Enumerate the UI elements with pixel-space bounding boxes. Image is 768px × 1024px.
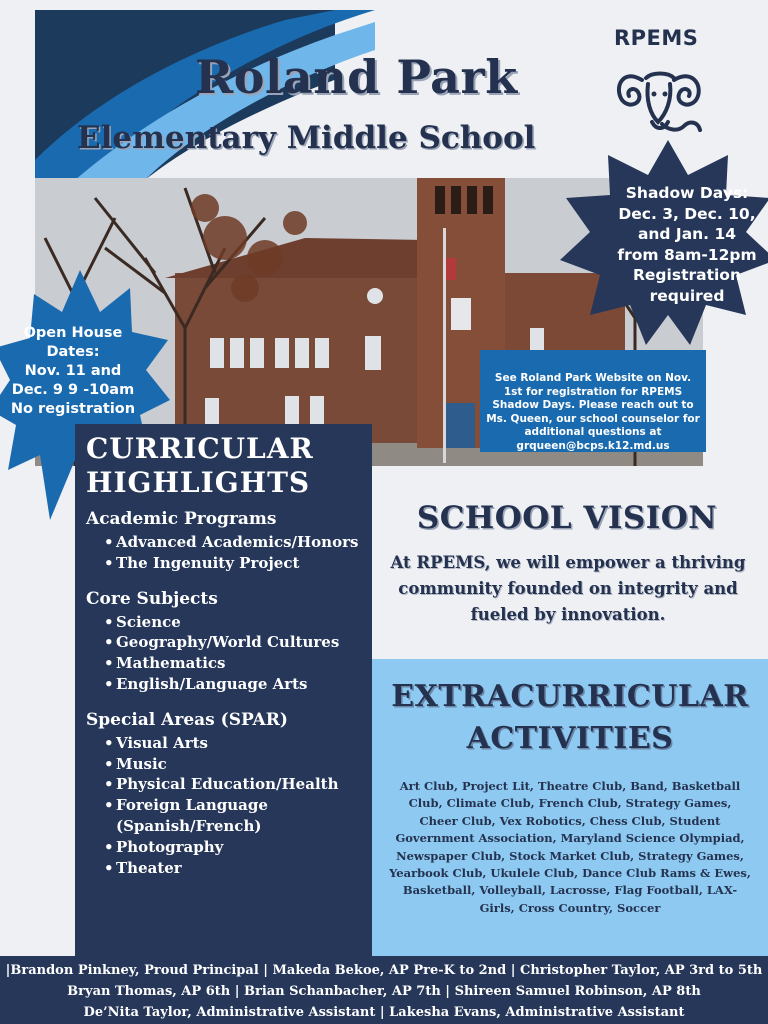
list-item: • Music <box>104 754 372 775</box>
list-item: • Theater <box>104 858 372 879</box>
vision-statement: At RPEMS, we will empower a thriving community founded on integrity and fueled by innovation. <box>390 553 746 624</box>
curricular-title-line: CURRICULAR <box>86 432 314 465</box>
extracurricular-title-line: EXTRACURRICULAR <box>391 679 749 714</box>
core-subjects-list <box>86 612 372 695</box>
list-item: • Visual Arts <box>104 733 372 754</box>
list-item: • Science <box>104 612 372 633</box>
open-house-line: Dec. 9 9 -10am <box>11 382 135 398</box>
page-title: Roland Park <box>195 50 518 104</box>
curricular-highlights-panel <box>75 424 372 956</box>
curricular-title-line: HIGHLIGHTS <box>86 466 311 499</box>
open-house-line: Nov. 11 and <box>24 363 122 379</box>
special-areas-list <box>86 733 372 879</box>
section-heading-core: Core Subjects <box>86 588 218 609</box>
list-item: • Advanced Academics/Honors <box>104 532 372 553</box>
extracurricular-title <box>372 676 768 760</box>
logo-text: RPEMS <box>614 26 699 50</box>
open-house-line: No registration <box>10 401 136 417</box>
staff-line: De’Nita Taylor, Administrative Assistant | Lakesha Evans, Administrative Assistant <box>83 1005 685 1020</box>
academic-programs-list <box>86 532 372 574</box>
list-item: • Foreign Language (Spanish/French) <box>104 795 372 837</box>
shadow-days-line: from 8am-12pm <box>617 245 757 264</box>
section-heading-spar: Special Areas (SPAR) <box>86 709 288 730</box>
list-item: • Physical Education/Health <box>104 774 372 795</box>
shadow-days-line: required <box>649 286 725 305</box>
open-house-line: Open House <box>23 325 123 341</box>
extracurricular-title-line: ACTIVITIES <box>466 721 674 756</box>
curricular-title <box>86 432 372 500</box>
list-item: • Geography/World Cultures <box>104 632 372 653</box>
staff-footer <box>0 956 768 1024</box>
list-item: • The Ingenuity Project <box>104 553 372 574</box>
list-item: • Mathematics <box>104 653 372 674</box>
section-heading-academic: Academic Programs <box>86 509 277 529</box>
list-item: • English/Language Arts <box>104 674 372 695</box>
staff-line: Bryan Thomas, AP 6th | Brian Schanbacher, AP 7th | Shireen Samuel Robinson, AP 8th <box>67 984 701 999</box>
staff-line: |Brandon Pinkney, Proud Principal | Makeda Bekoe, AP Pre-K to 2nd | Christopher Taylor, AP 3rd to 5th <box>5 963 763 978</box>
registration-info-box: See Roland Park Website on Nov. 1st for registration for RPEMS Shadow Days. Please reach out to Ms. Queen, our school counselor for additional questions at grqueen@bcps.k12.md.us <box>480 350 706 452</box>
shadow-days-line: and Jan. 14 <box>637 225 737 243</box>
ram-mascot-icon <box>612 50 708 136</box>
open-house-line: Dates: <box>46 344 100 360</box>
shadow-days-line: Shadow Days: <box>625 184 749 202</box>
extracurricular-list: Art Club, Project Lit, Theatre Club, Band, Basketball Club, Climate Club, French Club, Strategy Games, Cheer Club, Vex Robotics, Chess Club, Student Government Association, Maryland Science Olympiad, Newspaper Club, Stock Market Club, Strategy Games, Yearbook Club, Ukulele Club, Dance Club Rams & Ewes, Basketball, Volleyball, Lacrosse, Flag Football, LAX-Girls, Cross Country, Soccer <box>389 779 751 915</box>
open-house-text <box>2 324 144 419</box>
page-subtitle: Elementary Middle School <box>77 120 536 156</box>
shadow-days-text <box>613 183 761 306</box>
shadow-days-line: Dec. 3, Dec. 10, <box>618 204 756 223</box>
list-item: • Photography <box>104 837 372 858</box>
shadow-days-line: Registration <box>632 266 741 284</box>
vision-title: SCHOOL VISION <box>416 500 718 536</box>
